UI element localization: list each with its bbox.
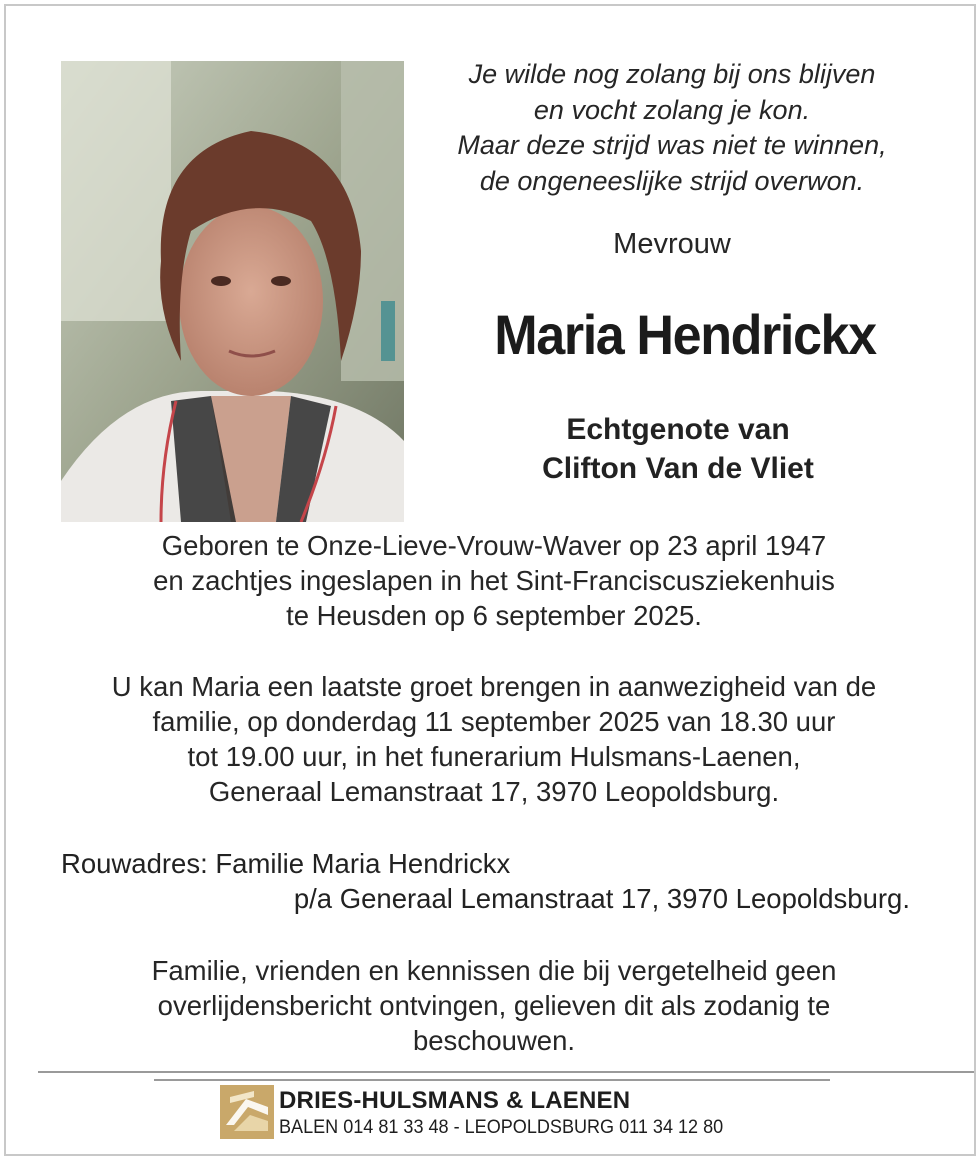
poem-line: Je wilde nog zolang bij ons blijven — [468, 59, 876, 89]
text-line: Generaal Lemanstraat 17, 3970 Leopoldsburg. — [208, 776, 780, 807]
mourning-address: p/a Generaal Lemanstraat 17, 3970 Leopoldsburg. — [293, 883, 910, 914]
memorial-poem — [416, 57, 928, 199]
divider — [38, 1071, 974, 1073]
funeral-home-contact: BALEN 014 81 33 48 - LEOPOLDSBURG 011 34 12 80 — [279, 1117, 724, 1138]
closing-note — [36, 953, 952, 1058]
text-line: beschouwen. — [412, 1025, 576, 1056]
text-line: overlijdensbericht ontvingen, gelieven dit als zodanig te — [157, 990, 831, 1021]
text-line: tot 19.00 uur, in het funerarium Hulsmans-Laenen, — [187, 741, 801, 772]
text-line: U kan Maria een laatste groet brengen in aanwezigheid van de — [111, 671, 877, 702]
poem-line: Maar deze strijd was niet te winnen, — [457, 130, 887, 160]
portrait-illustration — [61, 61, 404, 522]
mourning-address-label: Rouwadres: Familie Maria Hendrickx — [61, 848, 511, 879]
spouse-info — [416, 410, 940, 488]
text-line: Familie, vrienden en kennissen die bij vergetelheid geen — [151, 955, 837, 986]
deceased-name: Maria Hendrickx — [494, 303, 876, 366]
birth-death-info — [36, 528, 952, 633]
poem-line: en vocht zolang je kon. — [533, 94, 811, 125]
text-line: familie, op donderdag 11 september 2025 van 18.30 uur — [152, 706, 836, 737]
spouse-relation: Echtgenote van — [566, 413, 790, 446]
funeral-home-logo-icon — [220, 1085, 274, 1139]
funeral-home-name: DRIES-HULSMANS & LAENEN — [279, 1087, 631, 1114]
text-line: en zachtjes ingeslapen in het Sint-Franciscusziekenhuis — [153, 565, 835, 596]
poem-line: de ongeneeslijke strijd overwon. — [479, 165, 865, 196]
spouse-name: Clifton Van de Vliet — [542, 452, 814, 485]
obituary-card — [4, 4, 976, 1156]
text-line: te Heusden op 6 september 2025. — [286, 600, 702, 631]
visitation-info — [36, 669, 952, 809]
text-line: Geboren te Onze-Lieve-Vrouw-Waver op 23 april 1947 — [161, 530, 827, 561]
honorific: Mevrouw — [613, 228, 731, 260]
portrait-photo — [61, 61, 404, 522]
divider — [154, 1079, 830, 1081]
